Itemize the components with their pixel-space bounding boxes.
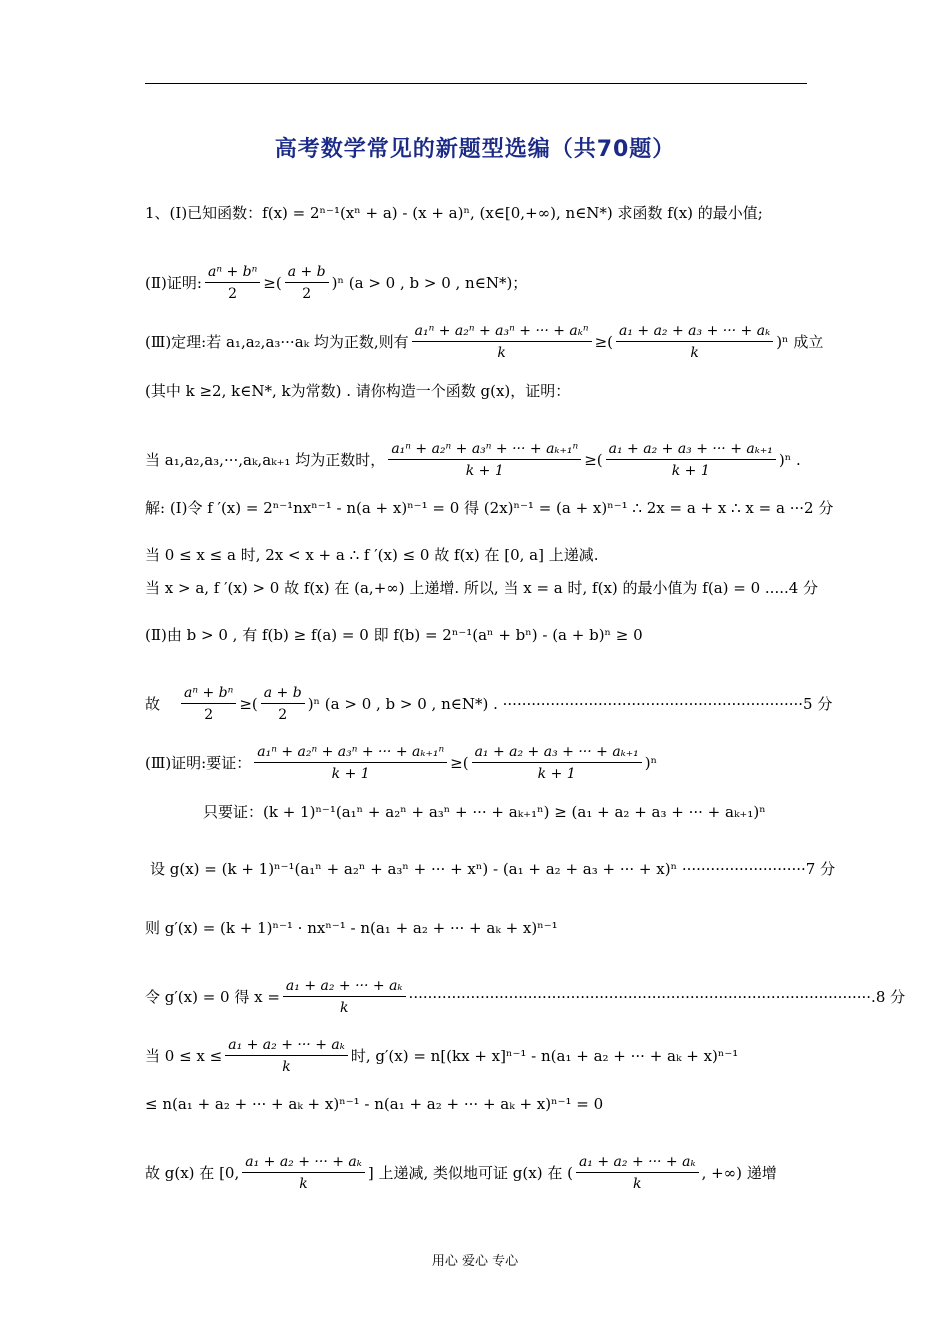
- text: )ⁿ (a > 0 , b > 0 , n∈N*)；: [331, 274, 528, 292]
- solution-step-2: [145, 545, 599, 565]
- numerator: a₁ + a₂ + ··· + aₖ: [576, 1153, 699, 1173]
- solution-inequality: [145, 1094, 603, 1114]
- page-footer: 用心 爱心 专心: [431, 1254, 519, 1269]
- text: 设 g(x) = (k + 1)ⁿ⁻¹(a₁ⁿ + a₂ⁿ + a₃ⁿ + ··· + xⁿ) - (a₁ + a₂ + a₃ + ··· + x)ⁿ ··························7 分: [150, 860, 836, 878]
- text: ] 上递减, 类似地可证 g(x) 在 (: [367, 1164, 573, 1182]
- denominator: k + 1: [671, 463, 710, 479]
- solution-monotonicity: [145, 1153, 777, 1193]
- fraction: [576, 1153, 699, 1193]
- text: ≥(: [263, 274, 282, 292]
- fraction: [472, 743, 642, 783]
- denominator: k: [497, 345, 506, 361]
- text: 只要证：(k + 1)ⁿ⁻¹(a₁ⁿ + a₂ⁿ + a₃ⁿ + ··· + aₖ₊₁ⁿ) ≥ (a₁ + a₂ + a₃ + ··· + aₖ₊₁)ⁿ: [203, 803, 766, 821]
- page-title: 高考数学常见的新题型选编（共70题）: [274, 137, 676, 162]
- denominator: k: [633, 1176, 642, 1192]
- problem-1-part-1: [145, 203, 763, 223]
- problem-1-part-3: [145, 322, 823, 362]
- numerator: a₁ + a₂ + a₃ + ··· + aₖ₊₁: [472, 743, 642, 763]
- text: 时, g′(x) = n[(kx + x]ⁿ⁻¹ - n(a₁ + a₂ + ··· + aₖ + x)ⁿ⁻¹: [350, 1047, 739, 1065]
- denominator: 2: [204, 707, 214, 723]
- text: ·································································································.8 分: [408, 988, 906, 1006]
- fraction: [616, 322, 773, 362]
- fraction: [283, 977, 406, 1017]
- text: (Ⅲ)证明:要证：: [145, 754, 252, 772]
- denominator: k: [339, 1000, 349, 1016]
- solution-derivative: [145, 918, 558, 938]
- fraction: [205, 263, 260, 303]
- solution-part-2: [145, 625, 643, 645]
- fraction: [606, 440, 776, 480]
- solution-part-2-conclusion: [145, 684, 832, 724]
- text: , +∞) 递增: [701, 1164, 777, 1182]
- denominator: k: [299, 1176, 308, 1192]
- fraction: [261, 684, 305, 724]
- text: 当 a₁,a₂,a₃,···,aₖ,aₖ₊₁ 均为正数时，: [145, 451, 386, 469]
- solution-step-1: [145, 498, 833, 518]
- text: 当 0 ≤ x ≤: [145, 1047, 223, 1065]
- text: ≥(: [239, 695, 258, 713]
- fraction: [181, 684, 236, 724]
- numerator: aⁿ + bⁿ: [205, 263, 260, 283]
- numerator: a₁ + a₂ + ··· + aₖ: [225, 1036, 348, 1056]
- text: ≥(: [594, 333, 613, 351]
- text: )ⁿ (a > 0 , b > 0 , n∈N*) . ·······························································5 分: [307, 695, 833, 713]
- numerator: a₁ⁿ + a₂ⁿ + a₃ⁿ + ··· + aₖ₊₁ⁿ: [254, 743, 447, 763]
- text: )ⁿ: [644, 754, 658, 772]
- text: (Ⅱ)证明:: [145, 274, 202, 292]
- text: )ⁿ .: [778, 451, 801, 469]
- text: 故 g(x) 在 [0,: [145, 1164, 240, 1182]
- text: 则 g′(x) = (k + 1)ⁿ⁻¹ · nxⁿ⁻¹ - n(a₁ + a₂ + ··· + aₖ + x)ⁿ⁻¹: [145, 919, 558, 937]
- numerator: a + b: [285, 263, 329, 283]
- text: ≤ n(a₁ + a₂ + ··· + aₖ + x)ⁿ⁻¹ - n(a₁ + a₂ + ··· + aₖ + x)ⁿ⁻¹ = 0: [145, 1095, 604, 1113]
- text: 当 0 ≤ x ≤ a 时, 2x < x + a ∴ f ′(x) ≤ 0 故 f(x) 在 [0, a] 上递减.: [145, 546, 599, 564]
- denominator: k + 1: [331, 766, 370, 782]
- denominator: k + 1: [537, 766, 576, 782]
- text: 解: (Ⅰ)令 f ′(x) = 2ⁿ⁻¹nxⁿ⁻¹ - n(a + x)ⁿ⁻¹ = 0 得 (2x)ⁿ⁻¹ = (a + x)ⁿ⁻¹ ∴ 2x = a + x ∴ x = a ···2 分: [145, 499, 834, 517]
- denominator: 2: [278, 707, 288, 723]
- fraction: [285, 263, 329, 303]
- solution-interval: [145, 1036, 738, 1076]
- header-rule: [145, 83, 807, 84]
- solution-reduction: [203, 802, 766, 822]
- solution-critical-point: [145, 977, 905, 1017]
- denominator: k: [690, 345, 699, 361]
- text: (其中 k ≥2, k∈N*, k为常数) . 请你构造一个函数 g(x)，证明：: [145, 382, 571, 400]
- fraction: [225, 1036, 348, 1076]
- numerator: a₁ + a₂ + ··· + aₖ: [242, 1153, 365, 1173]
- fraction: [242, 1153, 365, 1193]
- numerator: a₁ + a₂ + ··· + aₖ: [283, 977, 406, 997]
- fraction: [388, 440, 581, 480]
- solution-define-g: [150, 859, 835, 879]
- text: (Ⅲ)定理:若 a₁,a₂,a₃···aₖ 均为正数,则有: [145, 333, 409, 351]
- problem-1-part-2: [145, 263, 527, 303]
- text: 故: [145, 695, 161, 713]
- text: ≥(: [450, 754, 469, 772]
- denominator: k + 1: [465, 463, 504, 479]
- fraction: [254, 743, 447, 783]
- numerator: aⁿ + bⁿ: [181, 684, 236, 704]
- text: (Ⅱ)由 b > 0 , 有 f(b) ≥ f(a) = 0 即 f(b) = 2ⁿ⁻¹(aⁿ + bⁿ) - (a + b)ⁿ ≥ 0: [145, 626, 643, 644]
- text: 令 g′(x) = 0 得 x =: [145, 988, 280, 1006]
- text: 当 x > a, f ′(x) > 0 故 f(x) 在 (a,+∞) 上递增. 所以, 当 x = a 时, f(x) 的最小值为 f(a) = 0 .....4 分: [145, 579, 819, 597]
- denominator: 2: [302, 286, 312, 302]
- numerator: a₁ⁿ + a₂ⁿ + a₃ⁿ + ··· + aₖ₊₁ⁿ: [388, 440, 581, 460]
- denominator: k: [282, 1059, 291, 1075]
- denominator: 2: [228, 286, 238, 302]
- numerator: a₁ + a₂ + a₃ + ··· + aₖ₊₁: [606, 440, 776, 460]
- solution-step-3: [145, 578, 818, 598]
- problem-1-instruction: [145, 381, 570, 401]
- numerator: a₁ + a₂ + a₃ + ··· + aₖ: [616, 322, 773, 342]
- fraction: [412, 322, 592, 362]
- problem-1-claim: [145, 440, 801, 480]
- text: )ⁿ 成立: [776, 333, 824, 351]
- numerator: a₁ⁿ + a₂ⁿ + a₃ⁿ + ··· + aₖⁿ: [412, 322, 592, 342]
- numerator: a + b: [261, 684, 305, 704]
- solution-part-3: [145, 743, 657, 783]
- text: ≥(: [584, 451, 603, 469]
- text: 1、(Ⅰ)已知函数：f(x) = 2ⁿ⁻¹(xⁿ + a) - (x + a)ⁿ, (x∈[0,+∞), n∈N*) 求函数 f(x) 的最小值;: [145, 204, 763, 222]
